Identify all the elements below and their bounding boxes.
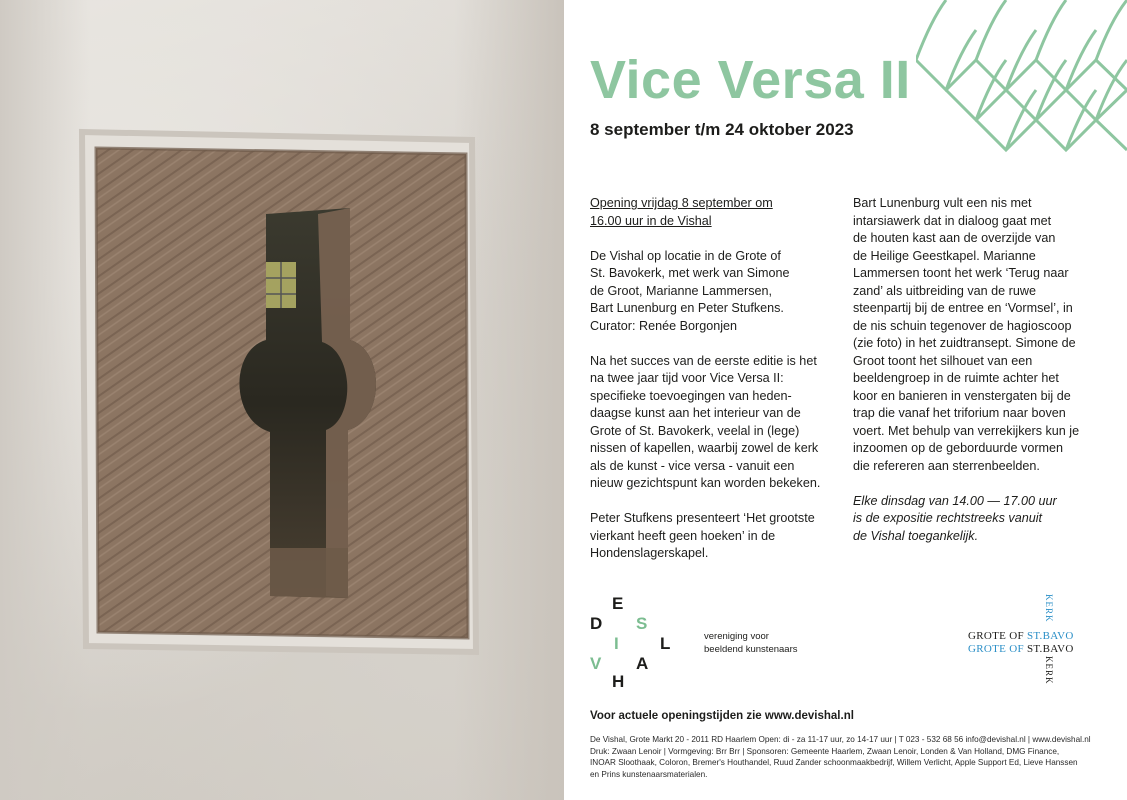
colophon-line: De Vishal, Grote Markt 20 - 2011 RD Haarlem Open: di - za 11-17 uur, zo 14-17 uur | T 023 - 532 68 56 info@devishal.nl | www.devishal.nl	[590, 735, 1091, 744]
text-line: Bart Lunenburg vult een nis met	[853, 196, 1032, 210]
text-line: inzoomen op de geborduurde vormen	[853, 441, 1064, 455]
text-line: beeldengroep in de ruimte achter het	[853, 371, 1059, 385]
text-line: is de expositie rechtstreeks vanuit	[853, 511, 1042, 525]
text-line: zand’ als uitbreiding van de ruwe	[853, 283, 1036, 298]
bavo-text: ST.BAVO	[1026, 630, 1074, 642]
description-paragraph	[590, 353, 830, 493]
logo-letter: A	[636, 654, 649, 673]
logo-letter: L	[660, 634, 671, 653]
text-line: die refereren aan sterrenbeelden.	[853, 458, 1040, 473]
text-line: daagse kunst aan het interieur van de	[590, 406, 801, 420]
colophon	[590, 734, 1110, 780]
text-line: St. Bavokerk, met werk van Simone	[590, 266, 790, 280]
logo-letter: H	[612, 672, 625, 691]
text-line: koor en banieren in venstergaten bij de	[853, 388, 1071, 403]
artists-paragraph	[853, 195, 1103, 475]
opening-hours-website: Voor actuele openingstijden zie www.devishal.nl	[590, 710, 854, 722]
text-line: de nis schuin tegenover de hagioscoop	[853, 318, 1072, 333]
tagline-line: beeldend kunstenaars	[704, 644, 798, 655]
text-line: Grote of St. Bavokerk, veelal in (lege)	[590, 423, 800, 438]
text-line: De Vishal op locatie in de Grote of	[590, 248, 781, 263]
intro-paragraph	[590, 248, 830, 336]
opening-line-2: 16.00 uur in de Vishal	[590, 213, 712, 228]
text-line: Bart Lunenburg en Peter Stufkens.	[590, 301, 784, 315]
text-line: na twee jaar tijd voor Vice Versa II:	[590, 371, 784, 385]
text-line: nissen of kapellen, waarbij zowel de kerk	[590, 441, 819, 455]
bavo-text: GROTE OF	[968, 630, 1027, 642]
text-line: nieuw gezichtspunt kan worden bekeken.	[590, 476, 821, 490]
opening-line-1: Opening vrijdag 8 september om	[590, 196, 773, 210]
colophon-line: Druk: Zwaan Lenoir | Vormgeving: Brr Brr | Sponsoren: Gemeente Haarlem, Zwaan Lenoir, Londen & Van Holland, DMG Finance,	[590, 746, 1060, 756]
opening-announcement	[590, 195, 830, 230]
exhibition-title: Vice Versa II	[590, 50, 911, 110]
fishscale-pattern-graphic	[916, 0, 1127, 160]
text-line: Hondenslagerskapel.	[590, 546, 709, 560]
colophon-line: en Prins kunstenaarsmaterialen.	[590, 769, 708, 779]
text-line: de Vishal toegankelijk.	[853, 528, 979, 543]
curator-line: Curator: Renée Borgonjen	[590, 318, 738, 333]
text-line: (zie foto) in het zuidtransept. Simone de	[853, 336, 1076, 350]
logo-letter: E	[612, 594, 624, 613]
text-line: als de kunst - vice versa - vanuit een	[590, 458, 795, 473]
st-bavo-logo	[968, 594, 1118, 694]
opening-hours-note	[853, 493, 1103, 546]
text-line: vierkant heeft geen hoeken’ in de	[590, 528, 776, 543]
text-panel	[564, 0, 1127, 800]
text-line: Groot toont het silhouet van een	[853, 353, 1033, 368]
kerk-vertical-bottom: KERK	[1044, 656, 1054, 685]
devishal-logo	[590, 594, 680, 694]
bavo-row-2	[968, 643, 1074, 655]
exhibition-dates: 8 september t/m 24 oktober 2023	[590, 120, 854, 139]
text-line: trap die vanaf het triforium naar boven	[853, 406, 1066, 420]
devishal-tagline	[704, 630, 798, 656]
kerk-vertical-top: KERK	[1044, 594, 1054, 623]
text-line: de Groot, Marianne Lammersen,	[590, 283, 772, 298]
text-line: intarsiawerk dat in dialoog gaat met	[853, 213, 1052, 228]
logo-letter: D	[590, 614, 603, 633]
logo-letter: I	[614, 634, 619, 653]
bavo-text: ST.BAVO	[1026, 643, 1074, 655]
text-line: specifieke toevoegingen van heden-	[590, 388, 792, 403]
colophon-line: INOAR Sloothaak, Coloron, Bremer's Houthandel, Ruud Zander schoonmaakbedrijf, Willem Verlicht, Apple Support Ed, Lieve Hanssen	[590, 758, 1078, 767]
text-line: Elke dinsdag van 14.00 — 17.00 uur	[853, 493, 1057, 508]
bavo-text: GROTE OF	[968, 643, 1027, 655]
text-column-right	[853, 195, 1103, 563]
logo-letter: S	[636, 614, 648, 633]
text-line: voert. Met behulp van verrekijkers kun je	[853, 423, 1080, 438]
tagline-line: vereniging voor	[704, 631, 769, 642]
text-line: steenpartij bij de entree en ‘Vormsel’, in	[853, 301, 1073, 315]
text-column-left	[590, 195, 830, 580]
text-line: Peter Stufkens presenteert ‘Het grootste	[590, 511, 815, 525]
text-line: Lammersen toont het werk ‘Terug naar	[853, 266, 1069, 280]
stufkens-paragraph	[590, 510, 830, 563]
text-line: Na het succes van de eerste editie is het	[590, 353, 817, 368]
text-line: de Heilige Geestkapel. Marianne	[853, 248, 1036, 263]
text-line: de houten kast aan de overzijde van	[853, 231, 1056, 245]
logo-letter: V	[590, 654, 602, 673]
bavo-row-1	[968, 630, 1074, 642]
